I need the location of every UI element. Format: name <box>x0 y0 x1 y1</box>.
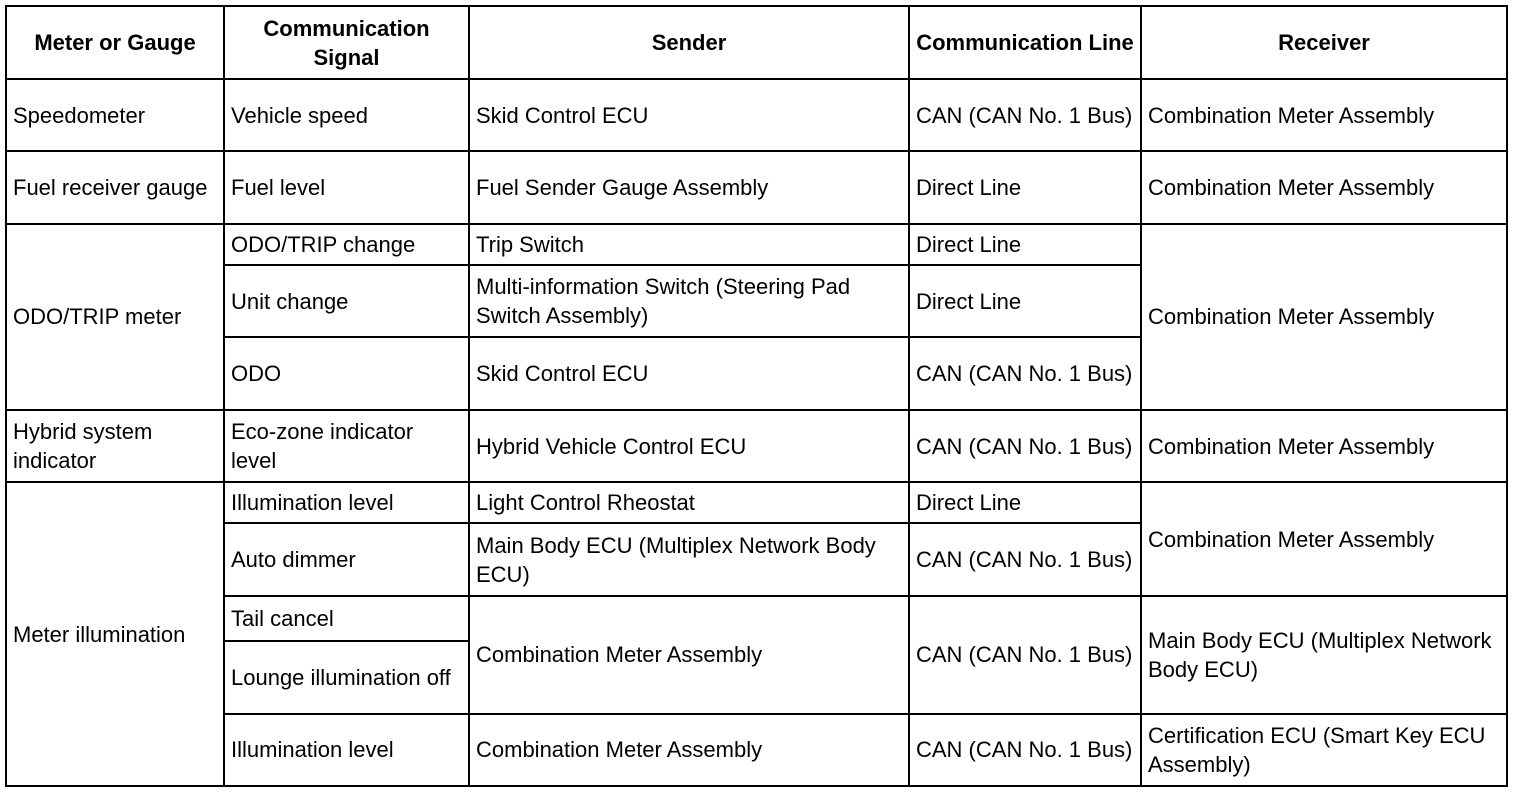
cell-receiver: Combination Meter Assembly <box>1141 151 1507 223</box>
cell-signal: ODO/TRIP change <box>224 224 469 265</box>
cell-signal: Eco-zone indicator level <box>224 410 469 482</box>
cell-meter: Speedometer <box>6 79 224 151</box>
header-row <box>6 6 1507 79</box>
table-row <box>6 714 1507 786</box>
cell-signal: Illumination level <box>224 714 469 786</box>
cell-receiver: Combination Meter Assembly <box>1141 79 1507 151</box>
table-row <box>6 410 1507 482</box>
header-meter: Meter or Gauge <box>6 6 224 79</box>
cell-sender: Multi-information Switch (Steering Pad Switch Assembly) <box>469 265 909 337</box>
header-signal: Communication Signal <box>224 6 469 79</box>
cell-signal: Vehicle speed <box>224 79 469 151</box>
cell-meter: Fuel receiver gauge <box>6 151 224 223</box>
cell-line: CAN (CAN No. 1 Bus) <box>909 337 1141 409</box>
cell-line: CAN (CAN No. 1 Bus) <box>909 410 1141 482</box>
cell-meter: Meter illumination <box>6 482 224 786</box>
cell-meter: Hybrid system indicator <box>6 410 224 482</box>
cell-meter: ODO/TRIP meter <box>6 224 224 410</box>
cell-signal: Unit change <box>224 265 469 337</box>
cell-line: CAN (CAN No. 1 Bus) <box>909 523 1141 595</box>
cell-receiver: Main Body ECU (Multiplex Network Body ECU) <box>1141 596 1507 714</box>
communication-table <box>5 5 1508 787</box>
table-row <box>6 482 1507 523</box>
table-row <box>6 151 1507 223</box>
cell-sender: Hybrid Vehicle Control ECU <box>469 410 909 482</box>
cell-signal: Tail cancel <box>224 596 469 641</box>
header-receiver: Receiver <box>1141 6 1507 79</box>
cell-line: Direct Line <box>909 482 1141 523</box>
table-row <box>6 596 1507 641</box>
cell-sender: Skid Control ECU <box>469 79 909 151</box>
cell-line: CAN (CAN No. 1 Bus) <box>909 79 1141 151</box>
cell-sender: Combination Meter Assembly <box>469 714 909 786</box>
cell-signal: Auto dimmer <box>224 523 469 595</box>
cell-line: CAN (CAN No. 1 Bus) <box>909 714 1141 786</box>
header-sender: Sender <box>469 6 909 79</box>
cell-signal: ODO <box>224 337 469 409</box>
cell-sender: Fuel Sender Gauge Assembly <box>469 151 909 223</box>
table-row <box>6 224 1507 265</box>
cell-line: CAN (CAN No. 1 Bus) <box>909 596 1141 714</box>
cell-sender: Skid Control ECU <box>469 337 909 409</box>
cell-sender: Combination Meter Assembly <box>469 596 909 714</box>
cell-signal: Fuel level <box>224 151 469 223</box>
cell-signal: Illumination level <box>224 482 469 523</box>
cell-line: Direct Line <box>909 151 1141 223</box>
cell-receiver: Combination Meter Assembly <box>1141 224 1507 410</box>
cell-receiver: Combination Meter Assembly <box>1141 410 1507 482</box>
cell-line: Direct Line <box>909 265 1141 337</box>
cell-sender: Light Control Rheostat <box>469 482 909 523</box>
cell-line: Direct Line <box>909 224 1141 265</box>
cell-receiver: Certification ECU (Smart Key ECU Assembly) <box>1141 714 1507 786</box>
cell-receiver: Combination Meter Assembly <box>1141 482 1507 596</box>
cell-sender: Main Body ECU (Multiplex Network Body ECU) <box>469 523 909 595</box>
cell-signal: Lounge illumination off <box>224 641 469 713</box>
header-line: Communication Line <box>909 6 1141 79</box>
table-row <box>6 79 1507 151</box>
cell-sender: Trip Switch <box>469 224 909 265</box>
